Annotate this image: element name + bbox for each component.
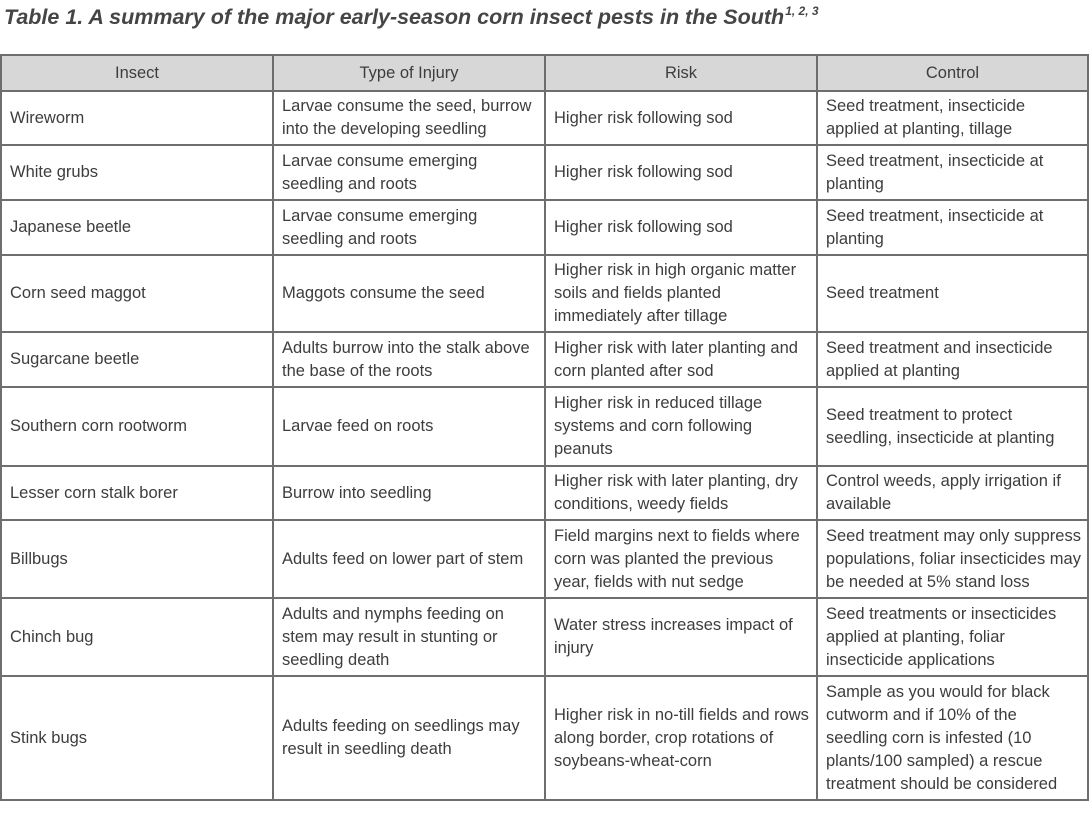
cell-injury: Adults feed on lower part of stem: [272, 521, 544, 599]
cell-control: Seed treatments or insecticides applied at planting, foliar insecticide applications: [816, 599, 1089, 677]
cell-risk: Water stress increases impact of injury: [544, 599, 816, 677]
cell-risk: Higher risk following sod: [544, 146, 816, 201]
column-header-insect: Insect: [0, 54, 272, 92]
column-header-risk: Risk: [544, 54, 816, 92]
cell-control: Sample as you would for black cutworm and if 10% of the seedling corn is infested (10 plants/100 sampled) a rescue treatment should be considered: [816, 677, 1089, 801]
cell-injury: Maggots consume the seed: [272, 256, 544, 333]
cell-risk: Higher risk in high organic matter soils and fields planted immediately after tillage: [544, 256, 816, 333]
cell-injury: Larvae consume emerging seedling and roots: [272, 146, 544, 201]
cell-insect: Wireworm: [0, 92, 272, 146]
pest-summary-table: [0, 54, 1089, 801]
cell-insect: Sugarcane beetle: [0, 333, 272, 388]
table-title-text: Table 1. A summary of the major early-season corn insect pests in the South: [4, 5, 785, 29]
cell-risk: Higher risk with later planting and corn planted after sod: [544, 333, 816, 388]
cell-control: Control weeds, apply irrigation if available: [816, 467, 1089, 521]
cell-injury: Burrow into seedling: [272, 467, 544, 521]
cell-insect: Japanese beetle: [0, 201, 272, 256]
cell-risk: Field margins next to fields where corn was planted the previous year, fields with nut sedge: [544, 521, 816, 599]
table-body: [0, 92, 1089, 801]
table-row: [0, 146, 1089, 201]
table-row: [0, 467, 1089, 521]
table-header: [0, 54, 1089, 92]
table-row: [0, 521, 1089, 599]
cell-injury: Larvae consume emerging seedling and roots: [272, 201, 544, 256]
cell-control: Seed treatment: [816, 256, 1089, 333]
cell-control: Seed treatment and insecticide applied at planting: [816, 333, 1089, 388]
cell-control: Seed treatment to protect seedling, insecticide at planting: [816, 388, 1089, 467]
table-row: [0, 677, 1089, 801]
cell-risk: Higher risk following sod: [544, 92, 816, 146]
cell-insect: Billbugs: [0, 521, 272, 599]
cell-control: Seed treatment, insecticide applied at planting, tillage: [816, 92, 1089, 146]
column-header-type-of-injury: Type of Injury: [272, 54, 544, 92]
cell-injury: Adults feeding on seedlings may result in seedling death: [272, 677, 544, 801]
table-title: [4, 4, 819, 30]
cell-injury: Larvae consume the seed, burrow into the developing seedling: [272, 92, 544, 146]
footnote-references: 1, 2, 3: [785, 4, 819, 18]
table-row: [0, 92, 1089, 146]
cell-control: Seed treatment, insecticide at planting: [816, 146, 1089, 201]
table-row: [0, 256, 1089, 333]
cell-injury: Adults and nymphs feeding on stem may result in stunting or seedling death: [272, 599, 544, 677]
cell-control: Seed treatment may only suppress populations, foliar insecticides may be needed at 5% stand loss: [816, 521, 1089, 599]
table-row: [0, 388, 1089, 467]
cell-insect: Corn seed maggot: [0, 256, 272, 333]
header-row: [0, 54, 1089, 92]
cell-risk: Higher risk following sod: [544, 201, 816, 256]
cell-insect: Southern corn rootworm: [0, 388, 272, 467]
cell-insect: Lesser corn stalk borer: [0, 467, 272, 521]
column-header-control: Control: [816, 54, 1089, 92]
cell-risk: Higher risk with later planting, dry conditions, weedy fields: [544, 467, 816, 521]
table-row: [0, 333, 1089, 388]
table-row: [0, 599, 1089, 677]
table-row: [0, 201, 1089, 256]
cell-risk: Higher risk in no-till fields and rows along border, crop rotations of soybeans-wheat-corn: [544, 677, 816, 801]
cell-control: Seed treatment, insecticide at planting: [816, 201, 1089, 256]
cell-insect: White grubs: [0, 146, 272, 201]
cell-injury: Adults burrow into the stalk above the base of the roots: [272, 333, 544, 388]
cell-insect: Chinch bug: [0, 599, 272, 677]
cell-insect: Stink bugs: [0, 677, 272, 801]
cell-risk: Higher risk in reduced tillage systems and corn following peanuts: [544, 388, 816, 467]
cell-injury: Larvae feed on roots: [272, 388, 544, 467]
